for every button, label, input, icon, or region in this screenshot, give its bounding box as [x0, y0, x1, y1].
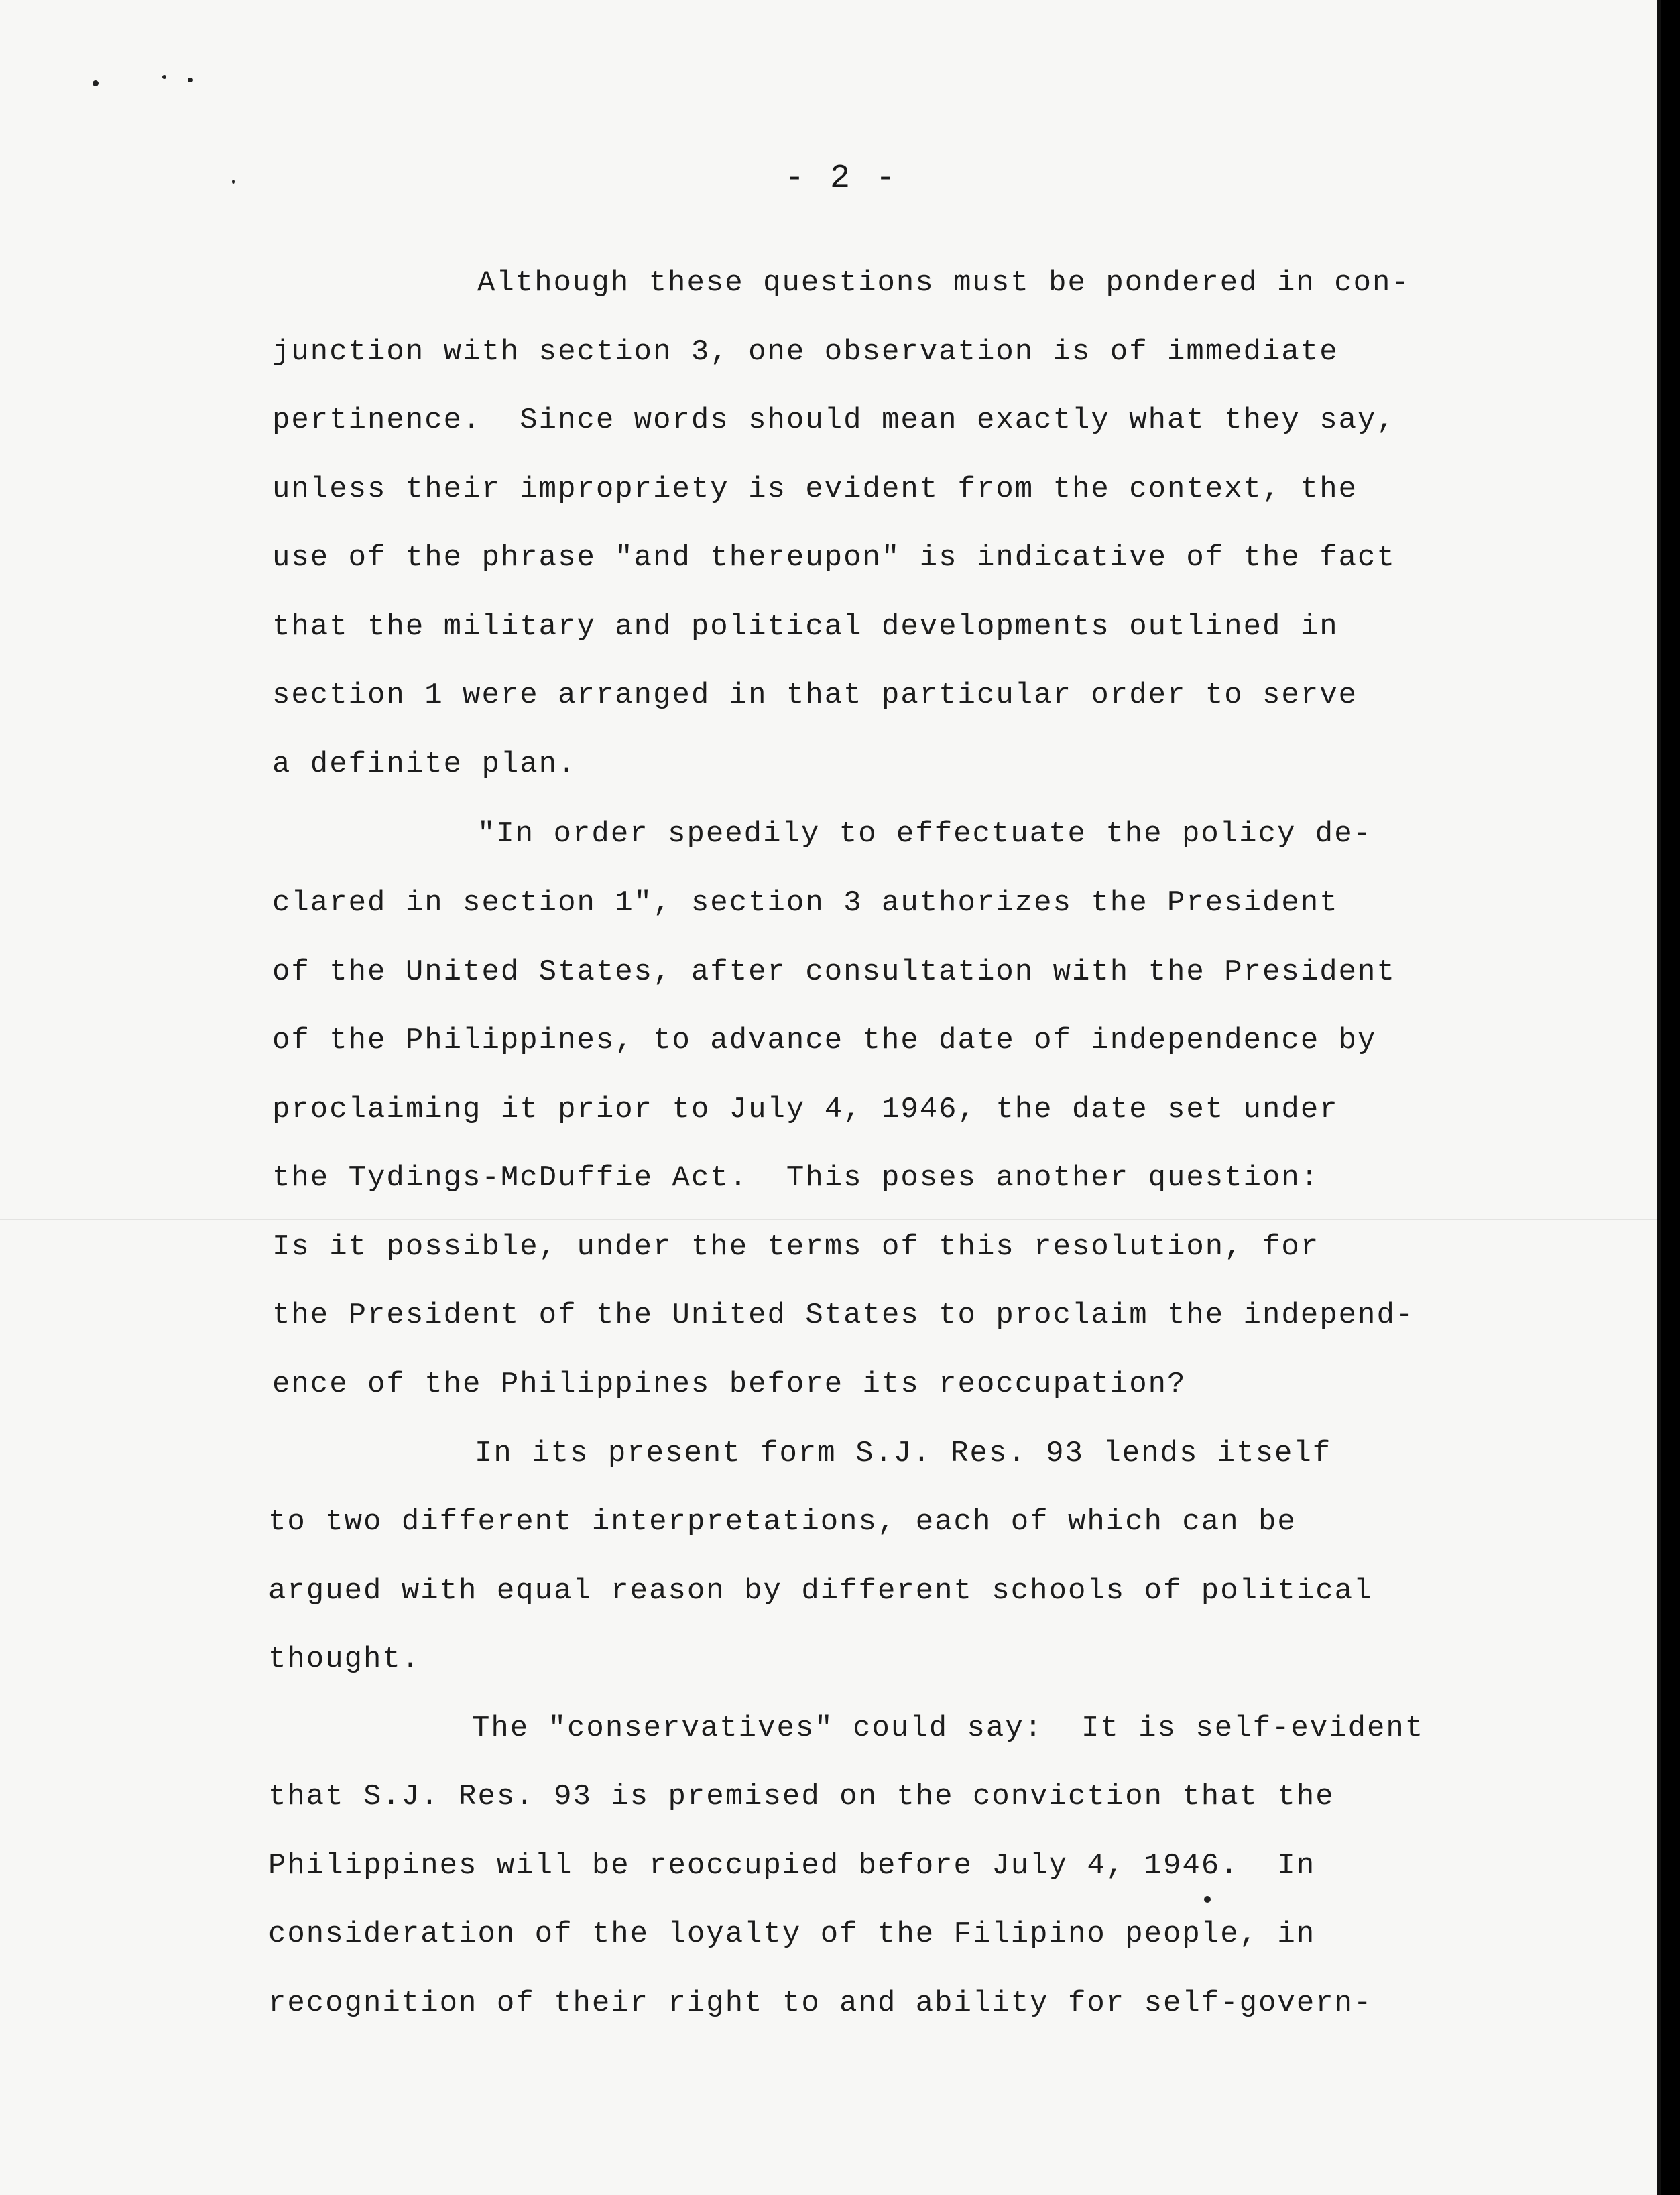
- text-line: pertinence. Since words should mean exactly what they say,: [272, 404, 1396, 437]
- text-line: argued with equal reason by different schools of political: [268, 1574, 1373, 1608]
- text-line: In its present form S.J. Res. 93 lends itself: [475, 1437, 1332, 1470]
- text-line: of the Philippines, to advance the date of independence by: [272, 1024, 1377, 1057]
- scan-speck: [232, 180, 235, 184]
- text-line: Although these questions must be pondered in con-: [477, 266, 1411, 300]
- scan-speck: [162, 75, 166, 79]
- page-number: - 2 -: [784, 160, 899, 198]
- text-line: proclaiming it prior to July 4, 1946, the date set under: [272, 1093, 1339, 1126]
- text-line: that S.J. Res. 93 is premised on the conviction that the: [268, 1780, 1335, 1814]
- text-line: to two different interpretations, each of which can be: [268, 1505, 1297, 1539]
- text-line: the Tydings-McDuffie Act. This poses another question:: [272, 1161, 1320, 1195]
- text-line: of the United States, after consultation with the President: [272, 955, 1396, 989]
- text-line: recognition of their right to and ability for self-govern-: [268, 1986, 1373, 2020]
- text-line: consideration of the loyalty of the Filipino people, in: [268, 1917, 1316, 1951]
- text-line: section 1 were arranged in that particular order to serve: [272, 678, 1358, 712]
- text-line: thought.: [268, 1643, 421, 1676]
- text-line: use of the phrase "and thereupon" is indicative of the fact: [272, 541, 1396, 575]
- text-line: ence of the Philippines before its reoccupation?: [272, 1368, 1187, 1401]
- text-line: junction with section 3, one observation is of immediate: [272, 335, 1339, 369]
- text-line: Philippines will be reoccupied before July 4, 1946. In: [268, 1849, 1316, 1883]
- text-line: a definite plan.: [272, 748, 577, 781]
- text-line: that the military and political developments outlined in: [272, 610, 1339, 644]
- scan-speck: [188, 78, 193, 82]
- scan-speck: [1204, 1896, 1211, 1903]
- paper-fold-line: [0, 1219, 1657, 1220]
- text-line: "In order speedily to effectuate the policy de-: [477, 817, 1373, 851]
- text-line: Is it possible, under the terms of this resolution, for: [272, 1230, 1320, 1264]
- text-line: The "conservatives" could say: It is self-evident: [472, 1712, 1425, 1745]
- text-line: unless their impropriety is evident from the context, the: [272, 473, 1358, 506]
- text-line: clared in section 1", section 3 authorizes the President: [272, 886, 1339, 920]
- scan-speck: [93, 80, 99, 86]
- text-line: the President of the United States to proclaim the independ-: [272, 1299, 1415, 1332]
